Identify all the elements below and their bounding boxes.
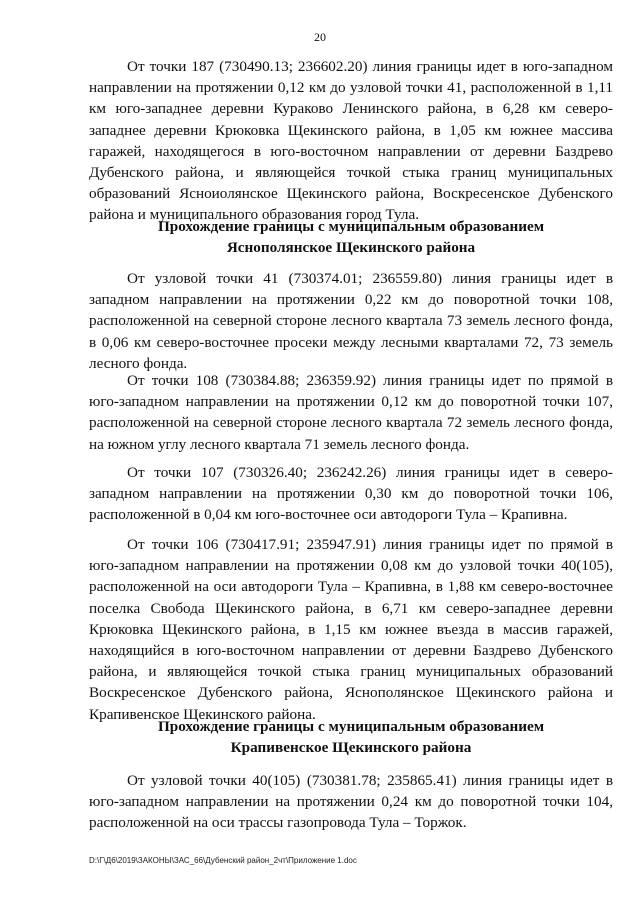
heading-line-1: Прохождение границы с муниципальным образованием bbox=[157, 218, 545, 235]
section-heading-krapivna bbox=[89, 716, 613, 758]
paragraph-text: От точки 108 (730384.88; 236359.92) линия границы идет по прямой в юго-западном направлении на протяжении 0,12 км до поворотной точки 107, расположенной на северной стороне лесного квартала 72 земель лесного фонда, на южном углу лесного квартала 71 земель лесного фонда. bbox=[89, 372, 613, 453]
paragraph-text: От узловой точки 41 (730374.01; 236559.80) линия границы идет в западном направлении на протяжении 0,22 км до поворотной точки 108, расположенной на северной стороне лесного квартала 73 земель лесного фонда, в 0,06 км северо-восточнее просеки между лесными кварталами 72, 73 земель лесного фонда. bbox=[89, 270, 613, 372]
paragraph-point-107 bbox=[89, 462, 613, 526]
paragraph-point-41 bbox=[89, 268, 613, 374]
section-heading-yasnaya-polyana bbox=[89, 216, 613, 258]
paragraph-point-40-105 bbox=[89, 770, 613, 834]
heading-line-2: Крапивенское Щекинского района bbox=[230, 739, 472, 757]
file-path-footer: D:\Г\Д6\2019\ЗАКОНЫ\ЗАС_66\Дубенский район_2чт\Приложение 1.doc bbox=[89, 856, 357, 865]
paragraph-point-187 bbox=[89, 56, 613, 226]
paragraph-text: От точки 107 (730326.40; 236242.26) линия границы идет в северо-западном направлении на протяжении 0,30 км до поворотной точки 106, расположенной в 0,04 км юго-восточнее оси автодороги Тула – Крапивна. bbox=[89, 464, 613, 524]
heading-line-2: Яснополянское Щекинского района bbox=[226, 239, 476, 257]
paragraph-text: От узловой точки 40(105) (730381.78; 235865.41) линия границы идет в юго-западном направлении на протяжении 0,24 км до поворотной точки 104, расположенной на оси трассы газопровода Тула – Торжок. bbox=[89, 772, 613, 832]
paragraph-text: От точки 106 (730417.91; 235947.91) линия границы идет по прямой в юго-западном направлении на протяжении 0,08 км до узловой точки 40(105), расположенной на оси автодороги Тула – Крапивна, в 1,88 км северо-восточнее поселка Свобода Щекинского района, в 6,71 км северо-западнее деревни Крюковка Щекинского района, в 1,15 км южнее въезда в массив гаражей, находящийся в юго-восточном направлении от деревни Баздрево Дубенского района, и являющейся точкой стыка границ муниципальных образований Воскресенское Дубенского района, Яснополянское Щекинского района и Крапивенское Щекинского района. bbox=[89, 536, 613, 723]
heading-line-1: Прохождение границы с муниципальным образованием bbox=[157, 718, 545, 735]
paragraph-text: От точки 187 (730490.13; 236602.20) линия границы идет в юго-западном направлении на протяжении 0,12 км до узловой точки 41, расположенной в 1,11 км юго-западнее деревни Кураково Ленинского района, в 6,28 км северо-западнее деревни Крюковка Щекинского района, в 1,05 км южнее массива гаражей, находящегося в юго-восточном направлении от деревни Баздрево Дубенского района, и являющейся точкой стыка границ муниципальных образований Ясноиолянское Щекинского района, Воскресенское Дубенского района и муниципального образования город Тула. bbox=[89, 58, 613, 224]
paragraph-point-108 bbox=[89, 370, 613, 455]
paragraph-point-106 bbox=[89, 534, 613, 725]
page-number: 20 bbox=[314, 30, 326, 44]
